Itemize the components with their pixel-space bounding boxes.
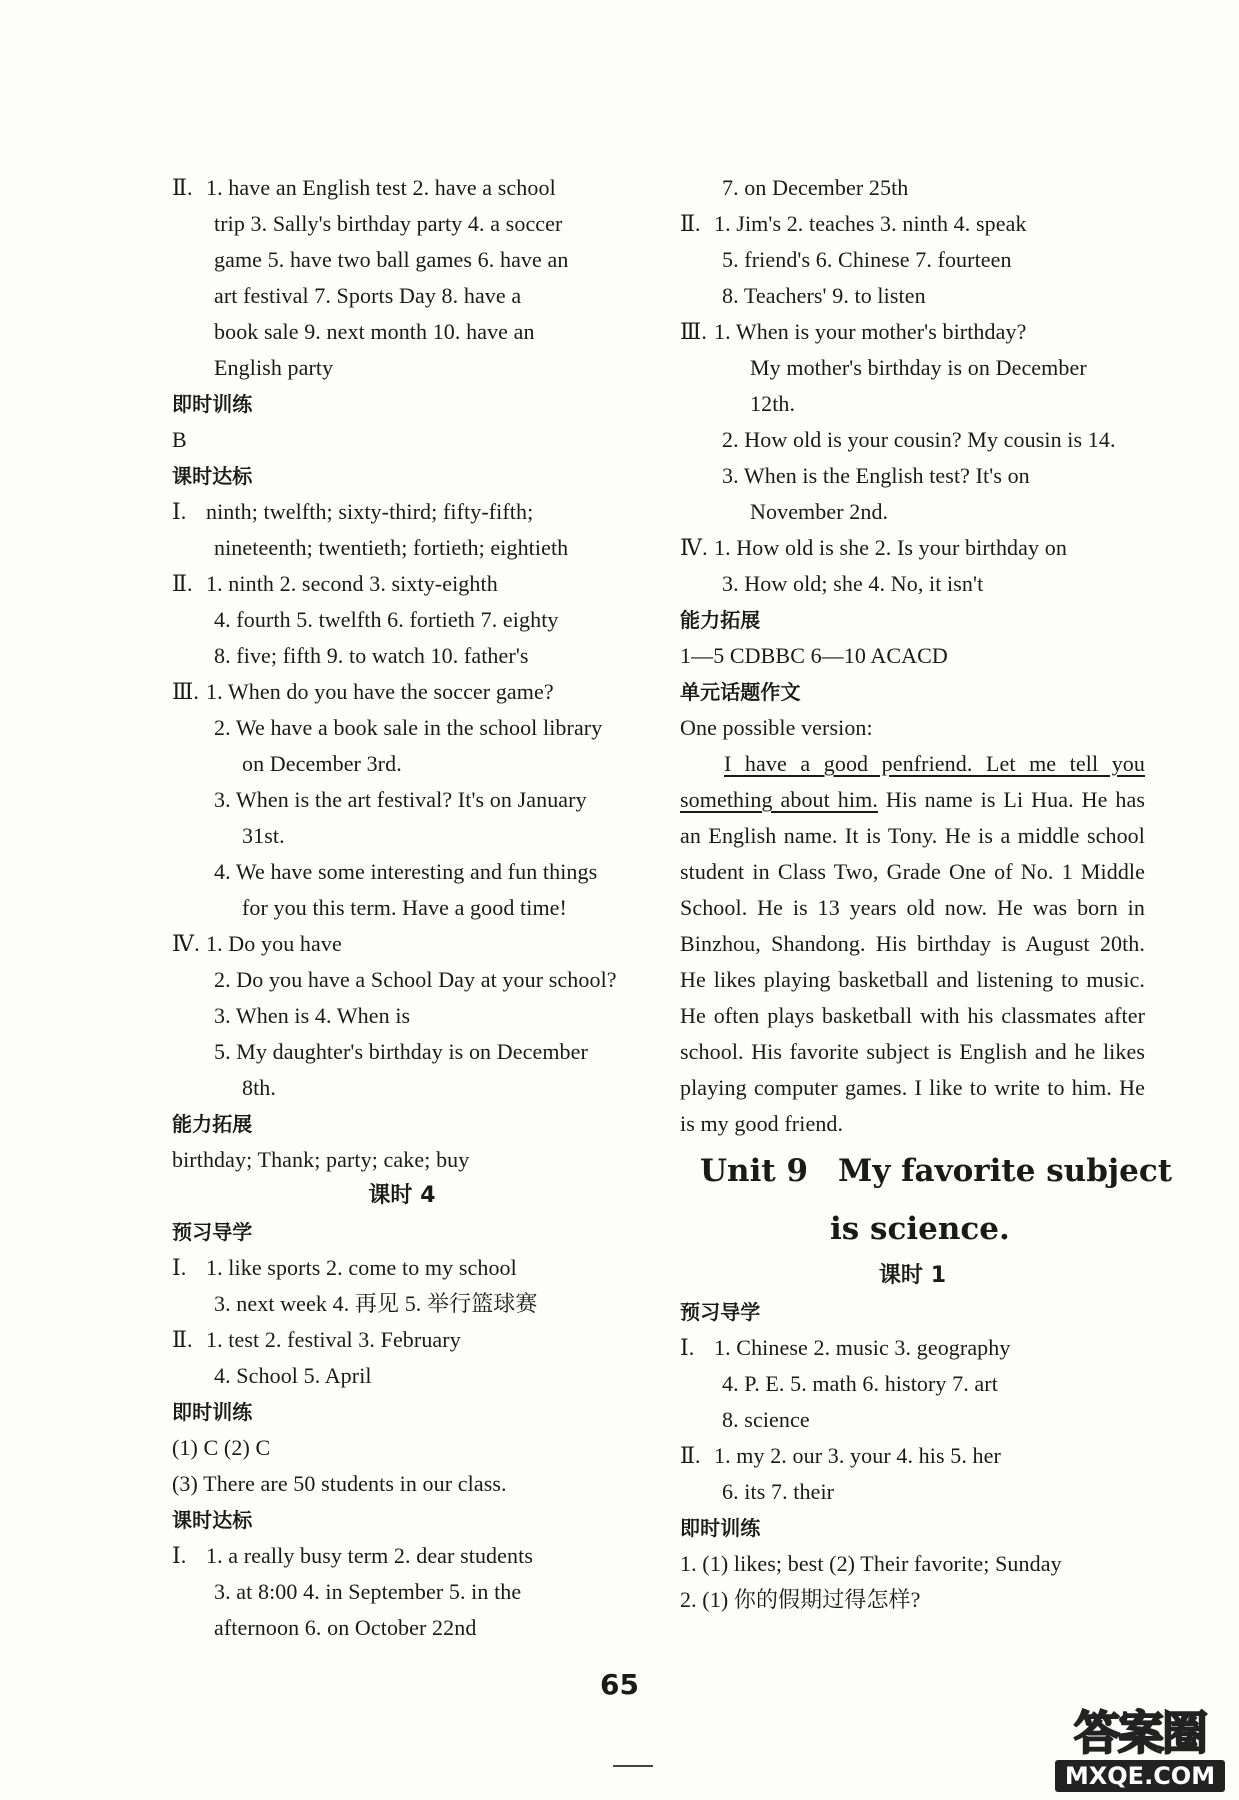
answer-line [172,170,632,206]
section-heading: 即时训练 [172,1400,253,1424]
section-heading: 即时训练 [680,1516,761,1540]
answer-line [680,206,1145,242]
answer-line [680,314,1145,350]
answer-line: 8th. [242,1075,277,1100]
answer-line: 5. friend's 6. Chinese 7. fourteen [722,247,1012,272]
unit-title-text: My favorite subject [838,1153,1173,1189]
roman-numeral: Ⅰ. [680,1335,695,1360]
answer-line: game 5. have two ball games 6. have an [214,247,569,272]
answer-text: 1. have an English test 2. have a school [206,175,556,200]
answer-line: trip 3. Sally's birthday party 4. a soccer [214,211,563,236]
answer-line: 3. When is the art festival? It's on January [214,787,587,812]
answer-line: 31st. [242,823,285,848]
answer-line [172,1322,632,1358]
roman-numeral: Ⅳ. [680,535,708,560]
answer-line: book sale 9. next month 10. have an [214,319,535,344]
section-heading: 课时达标 [172,1508,253,1532]
answer-line [172,494,632,530]
section-heading: 课时达标 [172,464,253,488]
answer-text: 1. When is your mother's birthday? [714,319,1027,344]
section-heading: 预习导学 [680,1300,761,1324]
watermark-logo [1055,1708,1225,1794]
answer-line: 1. (1) likes; best (2) Their favorite; Sunday [680,1551,1062,1576]
answer-text: 1. my 2. our 3. your 4. his 5. her [714,1443,1001,1468]
watermark-text: 答案圈 [1074,1706,1206,1760]
answer-line: 3. next week 4. 再见 5. 举行篮球赛 [214,1291,538,1316]
answer-line: 3. When is the English test? It's on [722,463,1030,488]
answer-line: English party [214,355,334,380]
answer-line: 4. We have some interesting and fun things [214,859,598,884]
unit-number: Unit 9 [700,1153,809,1189]
roman-numeral: Ⅰ. [172,1543,187,1568]
answer-text: 1. When do you have the soccer game? [206,679,554,704]
answer-line [680,530,1145,566]
lesson-heading: 课时 1 [878,1263,947,1288]
answer-text: 1. How old is she 2. Is your birthday on [714,535,1067,560]
roman-numeral: Ⅱ. [172,175,193,200]
answer-line: (3) There are 50 students in our class. [172,1471,507,1496]
answer-line [680,1438,1145,1474]
answer-line: B [172,427,187,452]
answer-line: 4. fourth 5. twelfth 6. fortieth 7. eighty [214,607,559,632]
answer-line: 8. Teachers' 9. to listen [722,283,926,308]
watermark-url: MXQE.COM [1055,1760,1225,1792]
answer-line: for you this term. Have a good time! [242,895,567,920]
answer-text: 1. ninth 2. second 3. sixty-eighth [206,571,498,596]
right-column [680,170,1173,1618]
answer-line: art festival 7. Sports Day 8. have a [214,283,522,308]
answer-text: 1. Do you have [206,931,342,956]
answer-text: 1. Jim's 2. teaches 3. ninth 4. speak [714,211,1027,236]
answer-line: 8. science [722,1407,810,1432]
roman-numeral: Ⅱ. [172,571,193,596]
answer-line: 4. P. E. 5. math 6. history 7. art [722,1371,998,1396]
answer-line: 4. School 5. April [214,1363,372,1388]
answer-text: 1. like sports 2. come to my school [206,1255,517,1280]
roman-numeral: Ⅱ. [680,211,701,236]
answer-line: on December 3rd. [242,751,402,776]
answer-line: afternoon 6. on October 22nd [214,1615,477,1640]
answer-line: One possible version: [680,715,873,740]
roman-numeral: Ⅰ. [172,499,187,524]
answer-line [172,566,632,602]
section-heading: 单元话题作文 [680,680,801,704]
answer-line: 2. Do you have a School Day at your school? [214,967,617,992]
lesson-heading: 课时 4 [368,1183,436,1208]
answer-line: 3. at 8:00 4. in September 5. in the [214,1579,522,1604]
section-heading: 预习导学 [172,1220,253,1244]
essay-body: His name is Li Hua. He has an English name. It is Tony. He is a middle school student in Class Two, Grade One of No. 1 Middle School. He is 13 years old now. He was born in Binzhou, Shandong. His birthday is August 20th. He likes playing basketball and listening to music. He often plays basketball with his classmates after school. His favorite subject is English and he likes playing computer games. I like to write to him. He is my good friend. [680,787,1146,1136]
answer-line [172,1250,632,1286]
section-heading: 能力拓展 [172,1112,253,1136]
answer-text: 1. Chinese 2. music 3. geography [714,1335,1011,1360]
unit-title [680,1142,1173,1200]
answer-line [172,674,632,710]
answer-line: birthday; Thank; party; cake; buy [172,1147,470,1172]
page-number: 65 [600,1668,639,1701]
answer-text: 1. test 2. festival 3. February [206,1327,461,1352]
answer-line: 2. (1) 你的假期过得怎样? [680,1587,921,1612]
answer-line [172,926,632,962]
section-heading: 能力拓展 [680,608,761,632]
essay-underlined-sentence: I have a good penfriend. Let me tell you something about him. [680,751,1145,812]
answer-line: November 2nd. [750,499,889,524]
roman-numeral: Ⅲ. [172,679,199,704]
answer-line [172,1538,632,1574]
answer-line: 5. My daughter's birthday is on December [214,1039,588,1064]
roman-numeral: Ⅱ. [172,1327,193,1352]
answer-line: 6. its 7. their [722,1479,835,1504]
answer-line: 2. We have a book sale in the school library [214,715,603,740]
answer-line [680,1330,1145,1366]
answer-line: 12th. [750,391,796,416]
roman-numeral: Ⅳ. [172,931,200,956]
footer-rule [613,1765,653,1767]
answer-line: 7. on December 25th [722,175,909,200]
answer-line: nineteenth; twentieth; fortieth; eightieth [214,535,569,560]
answer-line: 3. How old; she 4. No, it isn't [722,571,984,596]
section-heading: 即时训练 [172,392,253,416]
answer-line: (1) C (2) C [172,1435,271,1460]
roman-numeral: Ⅱ. [680,1443,701,1468]
answer-line: My mother's birthday is on December [750,355,1087,380]
essay-paragraph [680,746,1145,1142]
answer-line: 1—5 CDBBC 6—10 ACACD [680,643,948,668]
unit-title-line2: is science. [830,1211,1010,1247]
answer-line: 2. How old is your cousin? My cousin is 14. [722,427,1116,452]
answer-text: 1. a really busy term 2. dear students [206,1543,533,1568]
roman-numeral: Ⅲ. [680,319,707,344]
left-column [172,170,632,1646]
answer-text: ninth; twelfth; sixty-third; fifty-fifth; [206,499,534,524]
answer-line: 3. When is 4. When is [214,1003,411,1028]
roman-numeral: Ⅰ. [172,1255,187,1280]
answer-line: 8. five; fifth 9. to watch 10. father's [214,643,529,668]
